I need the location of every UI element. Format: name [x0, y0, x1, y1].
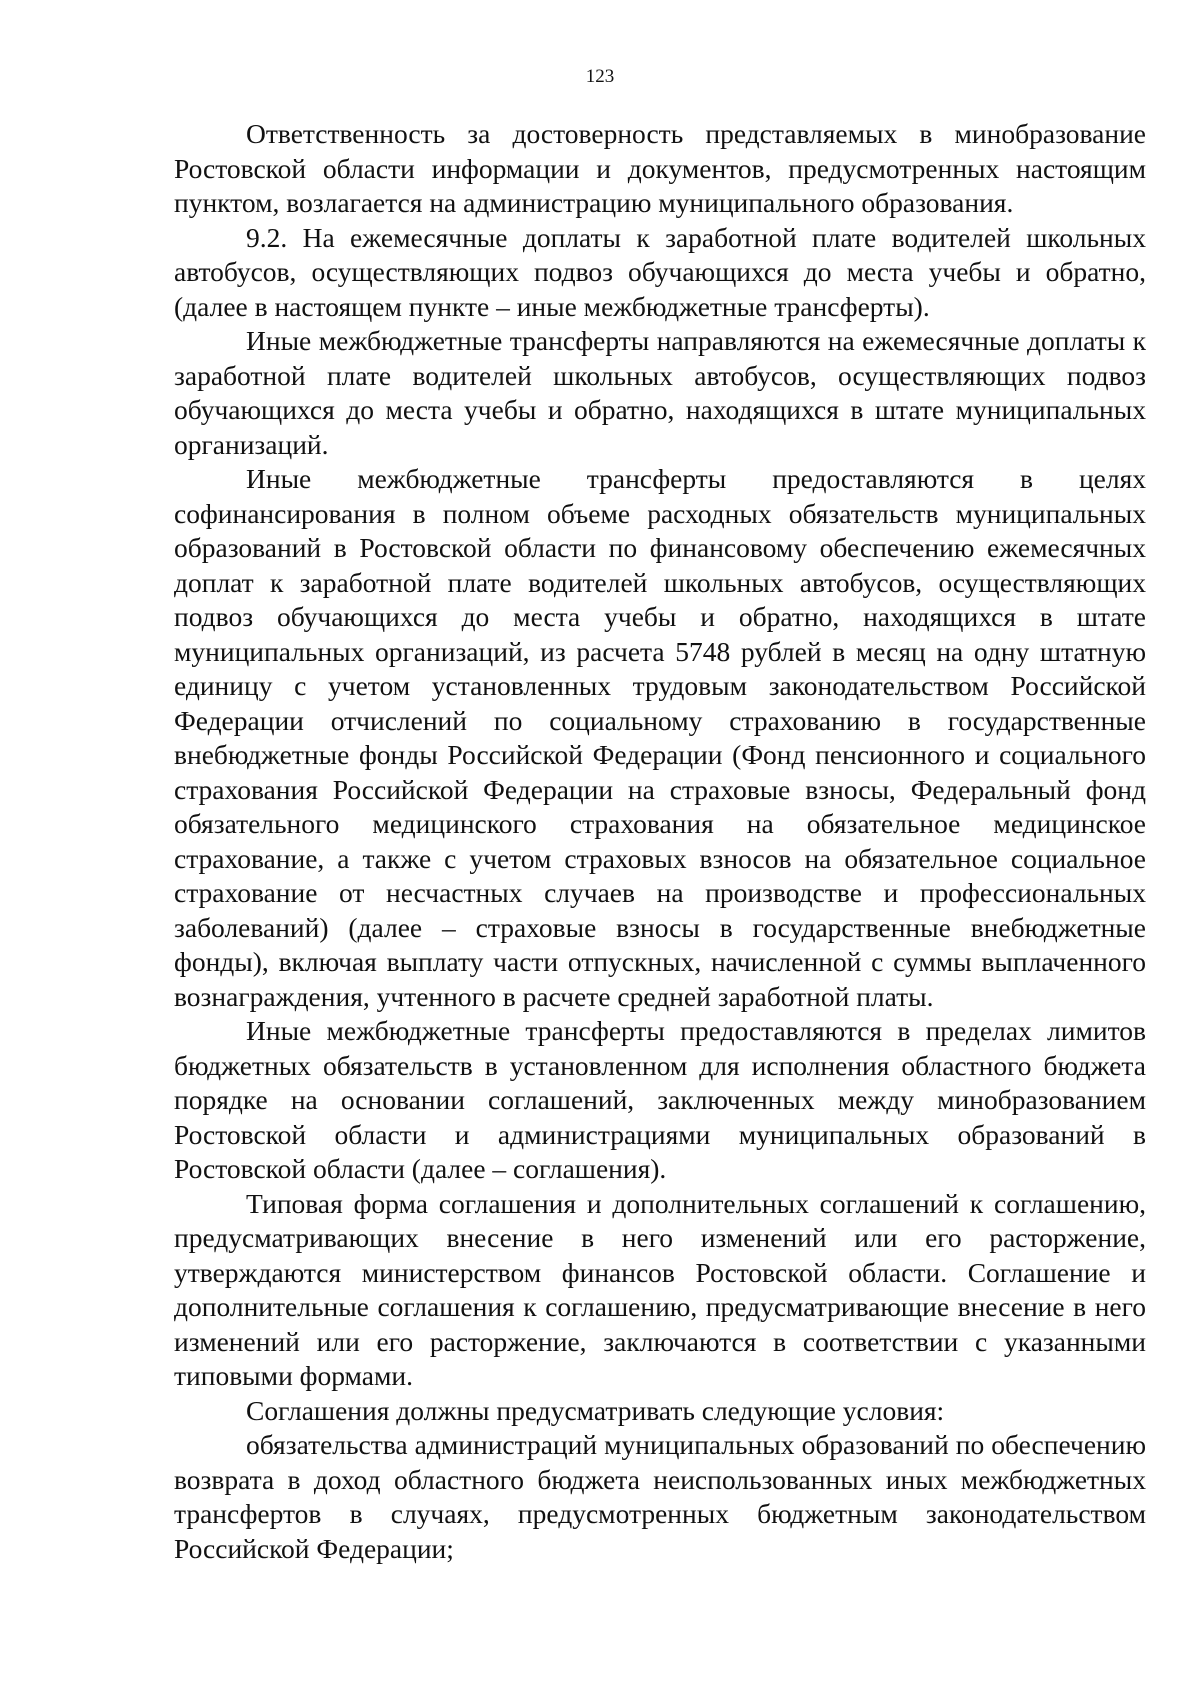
document-body	[174, 117, 1146, 1566]
paragraph-standard-form: Типовая форма соглашения и дополнительных соглашений к соглашению, предусматривающих внесение в него изменений или его расторжение, утверждаются министерством финансов Ростовской области. Соглашение и дополнительные соглашения к соглашению, предусматривающие внесение в него изменений или его расторжение, заключаются в соответствии с указанными типовыми формами.	[174, 1187, 1146, 1391]
paragraph-limits-agreements: Иные межбюджетные трансферты предоставляются в пределах лимитов бюджетных обязательств в установленном для исполнения областного бюджета порядке на основании соглашений, заключенных между минобразованием Ростовской области и администрациями муниципальных образований в Ростовской области (далее – соглашения).	[174, 1015, 1146, 1184]
paragraph-conditions-intro: Соглашения должны предусматривать следующие условия:	[246, 1394, 945, 1426]
page-number: 123	[585, 66, 615, 87]
paragraph-responsibility: Ответственность за достоверность представляемых в минобразование Ростовской области информации и документов, предусмотренных настоящим пунктом, возлагается на администрацию муниципального образования.	[174, 118, 1146, 218]
paragraph-cofinancing: Иные межбюджетные трансферты предоставляются в целях софинансирования в полном объеме расходных обязательств муниципальных образований в Ростовской области по финансовому обеспечению ежемесячных доплат к заработной плате водителей школьных автобусов, осуществляющих подвоз обучающихся до места учебы и обратно, находящихся в штате муниципальных организаций, из расчета 5748 рублей в месяц на одну штатную единицу с учетом установленных трудовым законодательством Российской Федерации отчислений по социальному страхованию в государственные внебюджетные фонды Российской Федерации (Фонд пенсионного и социального страхования Российской Федерации на страховые взносы, Федеральный фонд обязательного медицинского страхования на обязательное медицинское страхование, а также с учетом страховых взносов на обязательное социальное страхование от несчастных случаев на производстве и профессиональных заболеваний) (далее – страховые взносы в государственные внебюджетные фонды), включая выплату части отпускных, начисленной с суммы выплаченного вознаграждения, учтенного в расчете средней заработной платы.	[174, 463, 1146, 1012]
paragraph-9-2-heading: 9.2. На ежемесячные доплаты к заработной плате водителей школьных автобусов, осуществляющих подвоз обучающихся до места учебы и обратно, (далее в настоящем пункте – иные межбюджетные трансферты).	[174, 221, 1146, 322]
paragraph-return-obligations: обязательства администраций муниципальных образований по обеспечению возврата в доход областного бюджета неиспользованных иных межбюджетных трансфертов в случаях, предусмотренных бюджетным законодательством Российской Федерации;	[174, 1429, 1146, 1564]
paragraph-transfer-purpose: Иные межбюджетные трансферты направляются на ежемесячные доплаты к заработной плате водителей школьных автобусов, осуществляющих подвоз обучающихся до места учебы и обратно, находящихся в штате муниципальных организаций.	[174, 325, 1146, 460]
